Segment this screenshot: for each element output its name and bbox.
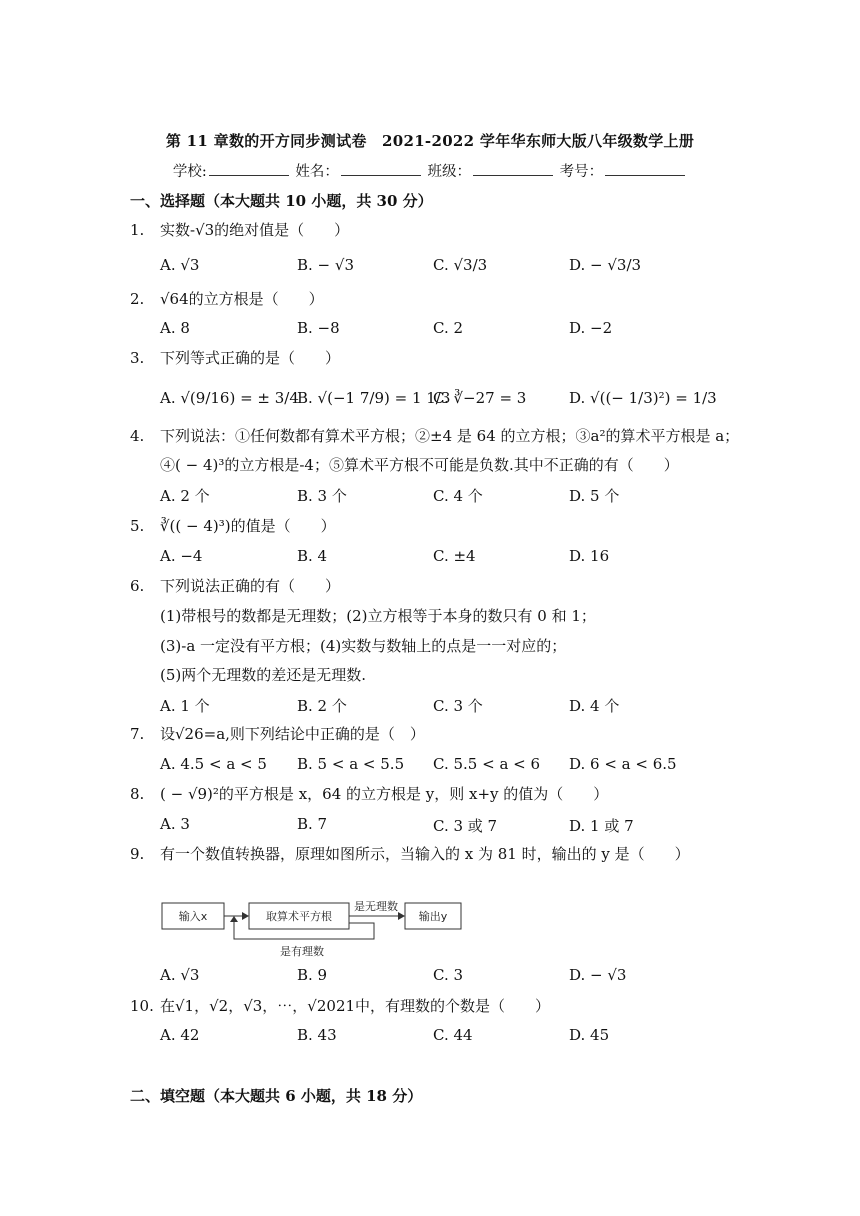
question-text: ( − √9)²的平方根是 x，64 的立方根是 y，则 x+y 的值为（ ） [160,785,609,803]
question-text: 在√1，√2，√3，⋯，√2021中，有理数的个数是（ ） [160,997,551,1015]
question-2-options [160,319,720,345]
option-d: D. 1 或 7 [569,817,634,835]
question-text: ∛(( − 4)³)的值是（ ） [160,517,336,535]
option-d: D. 5 个 [569,487,620,505]
question-number: 1. [130,221,145,239]
rational-label: 是有理数 [280,945,324,958]
option-b: B. 3 个 [297,487,347,505]
section-heading-choice: 一、选择题（本大题共 10 小题，共 30 分） [130,192,433,210]
arrowhead-input [242,912,249,920]
question-7-options [160,755,720,781]
arrowhead-loop [230,916,238,922]
option-c: C. 3 个 [433,697,483,715]
question-3 [130,348,750,368]
irrational-label: 是无理数 [354,900,398,913]
option-b: B. 5 < a < 5.5 [297,755,405,773]
question-text: 下列说法正确的有（ ） [160,577,341,595]
option-a: A. 42 [160,1026,200,1044]
class-label: 班级： [427,164,471,180]
option-b: B. 7 [297,815,328,833]
option-d: D. 16 [569,547,610,565]
question-3-options [160,389,720,415]
name-label: 姓名： [295,164,339,180]
option-b: B. 9 [297,966,328,984]
number-converter-diagram [160,895,480,965]
question-number: 7. [130,725,145,743]
option-c: C. 4 个 [433,487,483,505]
question-number: 4. [130,427,145,445]
school-blank[interactable] [209,163,289,176]
option-c: C. 3 或 7 [433,817,498,835]
option-a: A. 2 个 [160,487,210,505]
process-label: 取算术平方根 [266,910,332,923]
option-a: A. √3 [160,966,200,984]
question-8-options [160,815,720,841]
question-text: 设√26=a,则下列结论中正确的是（ ） [160,725,425,743]
page-title: 第 11 章数的开方同步测试卷 2021-2022 学年华东师大版八年级数学上册 [165,132,695,150]
option-b: B. −8 [297,319,340,337]
class-blank[interactable] [473,163,553,176]
question-number: 2. [130,290,145,308]
question-number: 3. [130,349,145,367]
question-text: 下列说法：①任何数都有算术平方根；②±4 是 64 的立方根；③a²的算术平方根是 a； [160,427,740,445]
question-5 [130,516,750,536]
school-label: 学校: [172,164,207,180]
id-label: 考号： [559,164,604,180]
question-10-options [160,1026,720,1052]
option-c: C. 5.5 < a < 6 [433,755,541,773]
question-text: 有一个数值转换器，原理如图所示，当输入的 x 为 81 时，输出的 y 是（ ） [160,845,690,863]
question-number: 6. [130,577,145,595]
question-number: 8. [130,785,145,803]
option-c: C. 3 [433,966,464,984]
arrowhead-output [398,912,405,920]
option-d: D. 45 [569,1026,610,1044]
student-info-line [0,160,860,181]
input-label: 输入x [178,910,208,923]
option-a: A. −4 [160,547,203,565]
question-9 [130,844,750,864]
option-d: D. − √3 [569,966,627,984]
question-6-statement-1: (1)带根号的数都是无理数；(2)立方根等于本身的数只有 0 和 1； [160,607,596,625]
output-label: 输出y [418,910,448,923]
question-4-continuation: ④( − 4)³的立方根是-4；⑤算术平方根不可能是负数.其中不正确的有（ ） [160,456,679,474]
option-a: A. 4.5 < a < 5 [160,755,267,773]
option-c: C. √3/3 [433,256,488,274]
section-heading-fill-in: 二、填空题（本大题共 6 小题，共 18 分） [130,1087,423,1105]
option-a: A. √(9/16) = ± 3/4 [160,389,299,407]
option-d: D. √((− 1/3)²) = 1/3 [569,389,717,407]
question-9-options [160,966,720,992]
option-a: A. 8 [160,319,190,337]
question-number: 5. [130,517,145,535]
question-4 [130,426,750,446]
name-blank[interactable] [341,163,421,176]
option-c: C. 44 [433,1026,473,1044]
question-text: √64的立方根是（ ） [160,290,324,308]
question-text: 下列等式正确的是（ ） [160,349,341,367]
question-number: 9. [130,845,145,863]
option-c: C. ±4 [433,547,476,565]
id-blank[interactable] [605,163,685,176]
question-10 [130,996,750,1016]
option-d: D. 6 < a < 6.5 [569,755,677,773]
question-1 [130,220,750,240]
option-b: B. √(−1 7/9) = 1 1/3 [297,389,451,407]
question-number: 10. [130,997,154,1015]
option-c: C. ∛−27 = 3 [433,389,527,407]
question-2 [130,289,750,309]
question-1-options [160,256,720,282]
option-b: B. − √3 [297,256,354,274]
option-d: D. − √3/3 [569,256,642,274]
question-6-options [160,695,720,721]
question-text: 实数-√3的绝对值是（ ） [160,221,350,239]
option-d: D. −2 [569,319,613,337]
question-4-options [160,485,720,511]
question-8 [130,784,750,804]
option-a: A. 1 个 [160,697,210,715]
question-6-statement-2: (3)-a 一定没有平方根；(4)实数与数轴上的点是一一对应的； [160,637,567,655]
question-7 [130,724,750,744]
question-6-statement-3: (5)两个无理数的差还是无理数. [160,666,367,684]
option-b: B. 43 [297,1026,337,1044]
question-5-options [160,547,720,573]
option-a: A. √3 [160,256,200,274]
option-b: B. 4 [297,547,328,565]
question-6 [130,576,750,596]
option-d: D. 4 个 [569,697,620,715]
option-b: B. 2 个 [297,697,347,715]
option-a: A. 3 [160,815,190,833]
option-c: C. 2 [433,319,464,337]
